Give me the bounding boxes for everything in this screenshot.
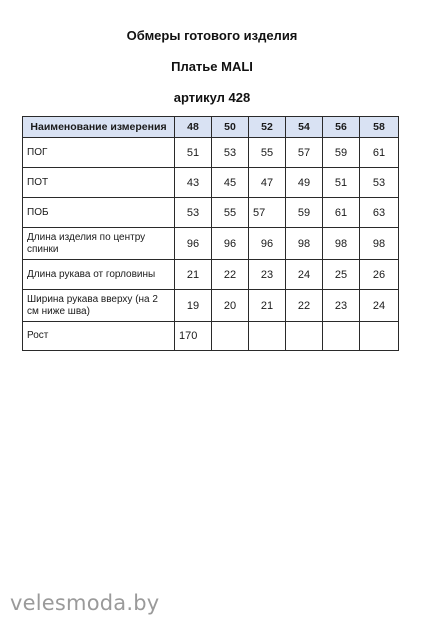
measurement-value: 59 — [323, 138, 360, 168]
article-number: артикул 428 — [173, 90, 251, 105]
measurement-value: 51 — [323, 168, 360, 198]
measurement-value: 96 — [175, 228, 212, 260]
measurement-value: 170 — [175, 322, 212, 351]
table-row — [23, 228, 399, 260]
measurement-value: 19 — [175, 290, 212, 322]
measurement-value — [249, 322, 286, 351]
measurement-value: 55 — [212, 198, 249, 228]
column-header-size: 50 — [212, 117, 249, 138]
measurement-value: 53 — [212, 138, 249, 168]
measurement-value — [360, 322, 399, 351]
table-row — [23, 260, 399, 290]
measurement-value: 96 — [249, 228, 286, 260]
measurement-value: 57 — [249, 198, 286, 228]
measurement-name: ПОТ — [23, 168, 175, 198]
measurement-value: 23 — [323, 290, 360, 322]
measurement-value: 98 — [323, 228, 360, 260]
measurement-value: 51 — [175, 138, 212, 168]
table-header-row — [23, 117, 399, 138]
product-name: Платье MALI — [171, 59, 253, 74]
measurement-value: 57 — [286, 138, 323, 168]
measurement-name: Длина изделия по центру спинки — [23, 228, 175, 260]
measurement-value: 55 — [249, 138, 286, 168]
measurement-name: ПОБ — [23, 198, 175, 228]
measurement-value: 61 — [323, 198, 360, 228]
measurement-value: 22 — [286, 290, 323, 322]
measurement-name: ПОГ — [23, 138, 175, 168]
measurement-name: Рост — [23, 322, 175, 351]
measurement-value: 24 — [360, 290, 399, 322]
site-watermark: velesmoda.by — [10, 591, 160, 615]
measurement-value: 98 — [286, 228, 323, 260]
measurement-value: 98 — [360, 228, 399, 260]
measurement-value — [212, 322, 249, 351]
measurement-value: 45 — [212, 168, 249, 198]
measurement-value: 96 — [212, 228, 249, 260]
measurement-value — [286, 322, 323, 351]
measurement-value: 53 — [360, 168, 399, 198]
measurement-value: 47 — [249, 168, 286, 198]
measurement-value: 22 — [212, 260, 249, 290]
measurement-value: 26 — [360, 260, 399, 290]
measurement-value: 23 — [249, 260, 286, 290]
column-header-name: Наименование измерения — [23, 117, 175, 138]
column-header-size: 58 — [360, 117, 399, 138]
measurement-value — [323, 322, 360, 351]
table-row — [23, 138, 399, 168]
measurement-name: Ширина рукава вверху (на 2 см ниже шва) — [23, 290, 175, 322]
measurement-value: 63 — [360, 198, 399, 228]
document-title: Обмеры готового изделия — [126, 28, 298, 43]
column-header-size: 52 — [249, 117, 286, 138]
measurement-value: 61 — [360, 138, 399, 168]
measurement-name: Длина рукава от горловины — [23, 260, 175, 290]
measurement-value: 21 — [249, 290, 286, 322]
measurement-value: 59 — [286, 198, 323, 228]
measurement-value: 49 — [286, 168, 323, 198]
column-header-size: 56 — [323, 117, 360, 138]
measurements-table — [22, 116, 399, 351]
measurement-value: 21 — [175, 260, 212, 290]
measurement-value: 25 — [323, 260, 360, 290]
measurement-value: 24 — [286, 260, 323, 290]
table-row — [23, 168, 399, 198]
measurement-value: 20 — [212, 290, 249, 322]
table-row — [23, 322, 399, 351]
measurement-value: 43 — [175, 168, 212, 198]
column-header-size: 48 — [175, 117, 212, 138]
column-header-size: 54 — [286, 117, 323, 138]
measurement-value: 53 — [175, 198, 212, 228]
table-row — [23, 198, 399, 228]
table-row — [23, 290, 399, 322]
